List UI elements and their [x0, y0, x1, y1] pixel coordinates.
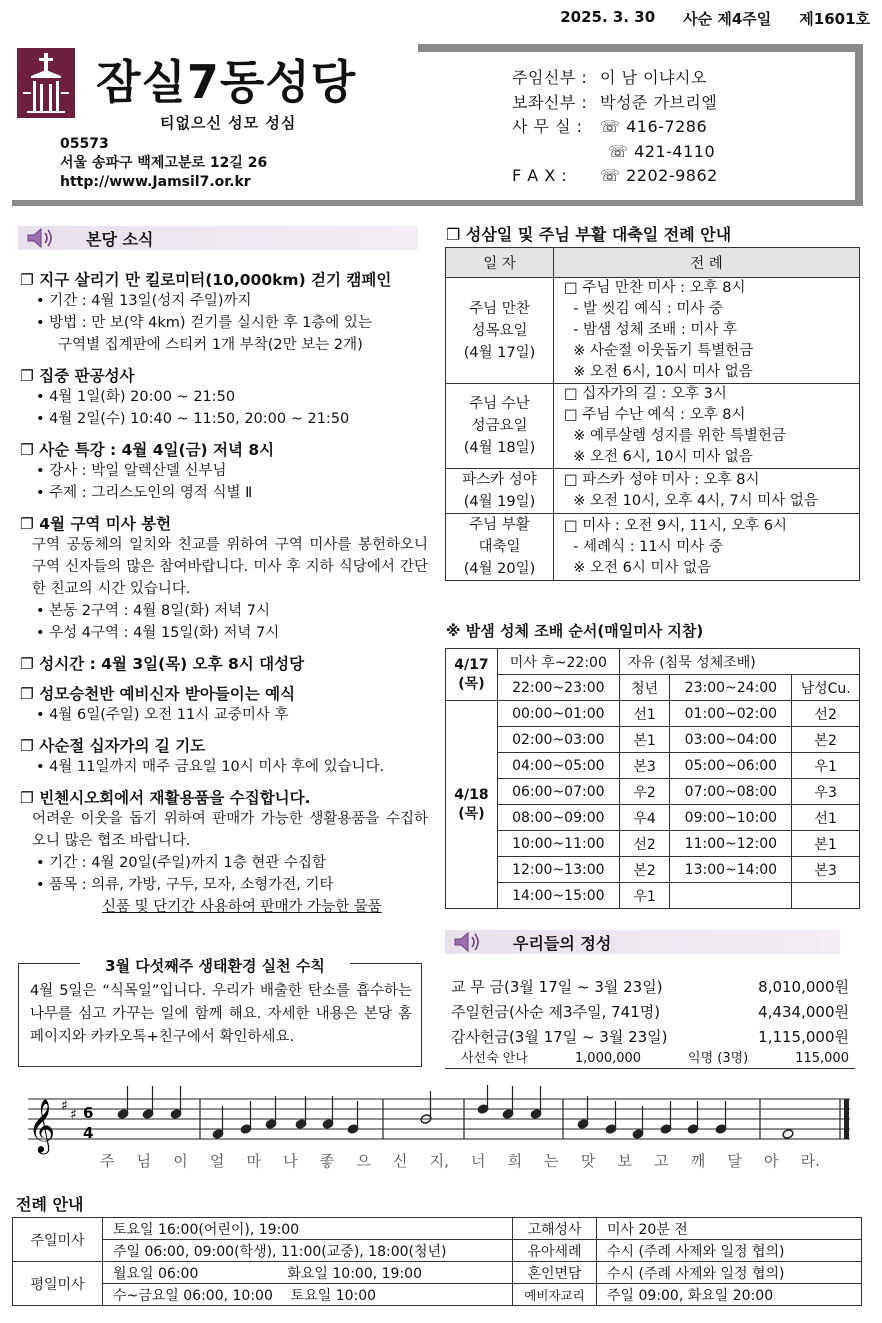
- liturgy-day-line: 성목요일: [471, 322, 528, 339]
- mass-value: 주일 09:00, 화요일 20:00: [597, 1284, 862, 1306]
- news-item-line: • 4월 1일(화) 20:00 ~ 21:50: [36, 389, 236, 405]
- adoration-time: 22:00~23:00: [497, 675, 619, 701]
- adoration-time: 06:00~07:00: [497, 779, 619, 805]
- adoration-time: 14:00~15:00: [497, 883, 619, 909]
- offering-label: 주일헌금(사순 제3주일, 741명): [451, 1003, 661, 1021]
- adoration-time: [670, 883, 792, 909]
- adoration-row: [446, 753, 860, 779]
- adoration-row: [446, 779, 860, 805]
- offering-section-header: [445, 930, 840, 954]
- offering-row: [445, 1000, 855, 1025]
- issue-week: 사순 제4주일: [683, 10, 772, 28]
- news-item-title-text: 4월 구역 미사 봉헌: [39, 515, 172, 533]
- liturgy-desc: [554, 278, 860, 384]
- liturgy-row: [446, 278, 860, 384]
- news-item-line: • 강사 : 박일 알렉산델 신부님: [36, 463, 227, 479]
- adoration-group: 선1: [792, 805, 860, 831]
- church-logo-icon: [17, 48, 75, 118]
- liturgy-desc: [554, 384, 860, 469]
- liturgy-desc-line: ※ 오전 6시, 10시 미사 없음: [564, 364, 753, 380]
- offering-label: 교 무 금(3월 17일 ~ 3월 23일): [451, 978, 663, 996]
- mass-row: [13, 1284, 862, 1306]
- mass-value: 수시 (주례 사제와 일정 협의): [597, 1262, 862, 1284]
- checkbox-icon: ❐: [446, 225, 466, 244]
- offering-extra-amount: 1,000,000: [574, 1051, 642, 1066]
- checkbox-icon: ❐: [20, 271, 40, 289]
- news-item-line: • 주제 : 그리스도인의 영적 식별 Ⅱ: [36, 485, 253, 501]
- news-item-title-text: 사순절 십자가의 길 기도: [39, 737, 206, 755]
- liturgy-desc-line: ※ 오전 10시, 오후 4시, 7시 미사 없음: [564, 493, 818, 509]
- news-section-header: [18, 226, 418, 250]
- mass-times: 월요일 06:00 화요일 10:00, 19:00: [103, 1262, 513, 1284]
- adoration-table: [445, 648, 860, 909]
- street-address: 서울 송파구 백제고분로 12길 26: [60, 155, 268, 171]
- adoration-group: 선1: [619, 701, 670, 727]
- liturgy-table: [445, 247, 860, 581]
- checkbox-icon: ❐: [20, 789, 40, 807]
- news-item-title: [20, 734, 428, 756]
- news-item-title: [20, 438, 428, 460]
- clergy-key: F A X :: [512, 166, 568, 185]
- news-item-title: [20, 786, 428, 808]
- adoration-day-line: (목): [458, 805, 485, 822]
- adoration-group: 우1: [792, 753, 860, 779]
- adoration-time: 01:00~02:00: [670, 701, 792, 727]
- mass-times: 주일 06:00, 09:00(학생), 11:00(교중), 18:00(청년): [103, 1240, 513, 1262]
- offering-extra-label2: 익명 (3명): [688, 1051, 749, 1066]
- mass-row: [13, 1218, 862, 1240]
- svg-text:♯: ♯: [70, 1107, 77, 1123]
- lyric-syllable: 아: [764, 1152, 779, 1170]
- liturgy-desc-line: □ 주님 수난 예식 : 오후 8시: [564, 407, 746, 423]
- clergy-key: [512, 140, 592, 165]
- liturgy-day-line: (4월 17일): [463, 344, 536, 361]
- lyric-syllable: 보: [617, 1152, 633, 1170]
- mass-times: 토요일 16:00(어린이), 19:00: [103, 1218, 513, 1240]
- liturgy-day: [446, 278, 554, 384]
- clergy-key: 주임신부 :: [512, 68, 588, 87]
- mass-title: 전례 안내: [16, 1195, 84, 1214]
- adoration-group: 본2: [619, 857, 670, 883]
- news-item-title: [20, 364, 428, 386]
- offering-list: [445, 975, 855, 1069]
- mass-times: 수~금요일 06:00, 10:00 토요일 10:00: [103, 1284, 513, 1306]
- clergy-row: [512, 66, 718, 91]
- liturgy-desc-line: □ 미사 : 오전 9시, 11시, 오후 6시: [564, 517, 788, 534]
- lyric-syllable: 고: [654, 1152, 669, 1170]
- adoration-group: 남성Cu.: [792, 675, 860, 701]
- mass-table: [12, 1217, 862, 1306]
- news-item-title: [20, 512, 428, 534]
- news-item-line: • 4월 2일(수) 10:40 ~ 11:50, 20:00 ~ 21:50: [36, 411, 350, 427]
- lyric-syllable: 지,: [429, 1152, 449, 1170]
- issue-number: 제1601호: [799, 10, 870, 28]
- adoration-group: [792, 883, 860, 909]
- adoration-group: 본1: [792, 831, 860, 857]
- adoration-group: 자유 (침묵 성체조배): [619, 649, 859, 675]
- clergy-info: [512, 66, 718, 189]
- clergy-value: 박성준 가브리엘: [600, 92, 718, 112]
- news-item-line: • 방법 : 만 보(약 4km) 걷기를 실시한 후 1층에 있는: [36, 315, 372, 331]
- lyric-syllable: 깨: [690, 1152, 706, 1170]
- offering-amount: 4,434,000원: [758, 1003, 849, 1021]
- news-item-line: • 4월 6일(주일) 오전 11시 교중미사 후: [36, 707, 289, 723]
- music-lyrics: [100, 1150, 820, 1171]
- offering-row: [445, 975, 855, 1000]
- music-note: [782, 1129, 794, 1140]
- liturgy-desc-line: ※ 오전 6시, 10시 미사 없음: [564, 449, 753, 465]
- clergy-key: 사 무 실 :: [512, 117, 583, 136]
- checkbox-icon: ❐: [20, 441, 40, 459]
- adoration-time: 12:00~13:00: [497, 857, 619, 883]
- adoration-row: [446, 649, 860, 675]
- adoration-time: 07:00~08:00: [670, 779, 792, 805]
- mass-value: 미사 20분 전: [597, 1218, 862, 1240]
- clergy-value: ☏ 2202-9862: [600, 166, 718, 185]
- mass-value: 수시 (주례 사제와 일정 협의): [597, 1240, 862, 1262]
- eco-title: 3월 다섯째주 생태환경 실천 수칙: [80, 955, 350, 976]
- eco-text: 4월 5일은 “식목일”입니다. 우리가 배출한 탄소를 흡수하는 나무를 심고 가꾸는 일에 함께 해요. 자세한 내용은 본당 홈페이지와 카카오톡+친구에서 확인하세요.: [30, 983, 412, 1045]
- liturgy-desc-line: □ 주님 만찬 미사 : 오후 8시: [564, 280, 746, 296]
- lyric-syllable: 신: [393, 1152, 408, 1170]
- liturgy-desc-line: - 밤샘 성체 조배 : 미사 후: [564, 322, 738, 338]
- adoration-group: 우4: [619, 805, 670, 831]
- clergy-row: [512, 91, 718, 116]
- lyric-syllable: 마: [246, 1152, 261, 1170]
- mass-row: [13, 1262, 862, 1284]
- liturgy-desc-line: ※ 사순절 이웃돕기 특별헌금: [564, 343, 754, 359]
- clergy-row: [512, 140, 718, 165]
- adoration-time: 05:00~06:00: [670, 753, 792, 779]
- mass-key: 혼인면담: [513, 1262, 597, 1284]
- liturgy-col-rite: 전 례: [554, 248, 860, 278]
- checkbox-icon: ❐: [20, 737, 40, 755]
- church-name: 잠실7동성당: [96, 55, 357, 109]
- clergy-value: 이 남 이냐시오: [600, 68, 707, 87]
- issue-date: 2025. 3. 30: [560, 8, 656, 26]
- lyric-syllable: 나: [283, 1152, 298, 1170]
- adoration-group: 청년: [619, 675, 670, 701]
- adoration-day-line: 4/17: [454, 656, 489, 673]
- mass-key: 유아세례: [513, 1240, 597, 1262]
- lyric-syllable: 주: [100, 1152, 115, 1170]
- lyric-syllable: 라.: [800, 1152, 820, 1170]
- news-item-title: [20, 682, 428, 704]
- church-address: [60, 135, 267, 192]
- adoration-group: 우1: [619, 883, 670, 909]
- liturgy-day-line: (4월 20일): [463, 561, 536, 577]
- checkbox-icon: ❐: [20, 685, 40, 703]
- lyric-syllable: 좋: [319, 1152, 335, 1170]
- adoration-group: 본1: [619, 727, 670, 753]
- news-item-title-text: 지구 살리기 만 킬로미터(10,000km) 걷기 캠페인: [39, 271, 392, 289]
- church-subtitle: 티없으신 성모 성심: [160, 114, 297, 132]
- news-item-line: • 기간 : 4월 20일(주일)까지 1층 현관 수집함: [36, 855, 327, 871]
- news-item-title-text: 집중 판공성사: [39, 367, 135, 385]
- lyric-syllable: 으: [356, 1152, 371, 1170]
- adoration-day-line: (목): [458, 675, 485, 692]
- news-item-title: [20, 652, 428, 674]
- website-link[interactable]: http://www.Jamsil7.or.kr: [60, 174, 251, 190]
- adoration-time: 13:00~14:00: [670, 857, 792, 883]
- lyric-syllable: 는: [544, 1152, 559, 1170]
- offering-extra-amount2: 115,000: [795, 1051, 849, 1066]
- adoration-day-line: 4/18: [454, 786, 489, 803]
- clergy-value: ☏ 421-4110: [608, 141, 716, 161]
- offering-row: [445, 1025, 855, 1050]
- liturgy-col-day: 일 자: [446, 248, 554, 278]
- adoration-group: 우2: [619, 779, 670, 805]
- adoration-time: 00:00~01:00: [497, 701, 619, 727]
- checkbox-icon: ❐: [20, 367, 40, 385]
- adoration-row: [446, 831, 860, 857]
- lyric-syllable: 맛: [580, 1152, 596, 1170]
- news-item-note: 신품 및 단기간 사용하여 판매가 가능한 물품: [102, 899, 382, 915]
- liturgy-desc-line: - 발 씻김 예식 : 미사 중: [564, 301, 724, 317]
- svg-text:♯: ♯: [61, 1098, 68, 1114]
- adoration-row: [446, 857, 860, 883]
- lyric-syllable: 님: [136, 1152, 152, 1170]
- liturgy-desc-line: □ 파스카 성야 미사 : 오후 8시: [564, 472, 760, 488]
- adoration-group: 본3: [792, 857, 860, 883]
- adoration-day: [446, 649, 498, 701]
- liturgy-day-line: 주님 부활: [469, 517, 530, 533]
- liturgy-day-line: 파스카 성야: [462, 472, 537, 488]
- liturgy-day-line: (4월 19일): [463, 494, 536, 510]
- offering-extra: [445, 1050, 855, 1069]
- mass-group: 주일미사: [13, 1218, 103, 1262]
- liturgy-desc-line: - 세례식 : 11시 미사 중: [564, 538, 723, 555]
- news-list: [20, 268, 428, 918]
- mass-key: 예비자교리: [513, 1284, 597, 1306]
- news-item-title-text: 성시간 : 4월 3일(목) 오후 8시 대성당: [39, 655, 305, 673]
- adoration-group: 본3: [619, 753, 670, 779]
- liturgy-day-line: (4월 18일): [463, 440, 536, 456]
- time-signature-bottom: 4: [83, 1124, 94, 1142]
- news-item-line: • 본동 2구역 : 4월 8일(화) 저녁 7시: [36, 603, 270, 619]
- adoration-time: 11:00~12:00: [670, 831, 792, 857]
- adoration-time: 09:00~10:00: [670, 805, 792, 831]
- news-section-title: 본당 소식: [86, 229, 154, 249]
- news-item-line: • 기간 : 4월 13일(성지 주일)까지: [36, 293, 252, 309]
- adoration-group: 본2: [792, 727, 860, 753]
- liturgy-day: [446, 469, 554, 514]
- lyric-syllable: 희: [507, 1152, 523, 1170]
- adoration-title: ※ 밤샘 성체 조배 순서(매일미사 지참): [446, 622, 704, 640]
- treble-clef-icon: 𝄞: [28, 1098, 56, 1152]
- adoration-group: 선2: [792, 701, 860, 727]
- clergy-key: 보좌신부 :: [512, 92, 588, 112]
- lyric-syllable: 너: [471, 1152, 486, 1170]
- news-item-line: • 품목 : 의류, 가방, 구두, 모자, 소형가전, 기타: [36, 877, 334, 893]
- news-item-line: 구역별 집계판에 스티커 1개 부착(2만 보는 2개): [58, 337, 363, 353]
- liturgy-desc: [554, 514, 860, 581]
- adoration-day: [446, 701, 498, 909]
- news-item-title: [20, 268, 428, 290]
- adoration-time: 04:00~05:00: [497, 753, 619, 779]
- adoration-row: [446, 675, 860, 701]
- speaker-icon: [453, 931, 483, 953]
- liturgy-row: [446, 384, 860, 469]
- news-item-line: • 4월 11일까지 매주 금요일 10시 미사 후에 있습니다.: [36, 759, 385, 775]
- lyric-syllable: 달: [727, 1152, 742, 1170]
- liturgy-day: [446, 514, 554, 581]
- mass-key: 고해성사: [513, 1218, 597, 1240]
- adoration-time: 미사 후~22:00: [497, 649, 619, 675]
- adoration-group: 선2: [619, 831, 670, 857]
- adoration-row: [446, 727, 860, 753]
- adoration-row: [446, 701, 860, 727]
- lyric-syllable: 이: [173, 1152, 188, 1170]
- liturgy-desc-line: ※ 예루살렘 성지를 위한 특별헌금: [564, 428, 786, 444]
- news-item-title-text: 빈첸시오회에서 재활용품을 수집합니다.: [39, 789, 311, 807]
- liturgy-day-line: 대축일: [478, 539, 521, 555]
- liturgy-day-line: 주님 만찬: [469, 300, 530, 317]
- offering-amount: 8,010,000원: [758, 978, 849, 996]
- clergy-row: [512, 115, 718, 140]
- postal-code: 05573: [60, 136, 109, 152]
- time-signature-top: 6: [83, 1104, 94, 1122]
- checkbox-icon: ❐: [20, 515, 40, 533]
- liturgy-desc: [554, 469, 860, 514]
- liturgy-row: [446, 469, 860, 514]
- news-item-line: • 우성 4구역 : 4월 15일(화) 저녁 7시: [36, 625, 280, 641]
- adoration-time: 03:00~04:00: [670, 727, 792, 753]
- offering-label: 감사헌금(3월 17일 ~ 3월 23일): [451, 1028, 668, 1046]
- offering-section-title: 우리들의 정성: [513, 933, 612, 953]
- lyric-syllable: 얼: [209, 1152, 225, 1170]
- adoration-row: [446, 805, 860, 831]
- mass-group: 평일미사: [13, 1262, 103, 1306]
- news-item-title-text: 사순 특강 : 4월 4일(금) 저녁 8시: [39, 441, 275, 459]
- adoration-time: 08:00~09:00: [497, 805, 619, 831]
- liturgy-row: [446, 514, 860, 581]
- adoration-group: 우3: [792, 779, 860, 805]
- clergy-row: [512, 164, 718, 189]
- news-item-title-text: 성모승천반 예비신자 받아들이는 예식: [39, 685, 296, 703]
- issue-info: [430, 8, 870, 29]
- adoration-time: 02:00~03:00: [497, 727, 619, 753]
- liturgy-day: [446, 384, 554, 469]
- adoration-row: [446, 883, 860, 909]
- checkbox-icon: ❐: [20, 655, 40, 673]
- adoration-time: 23:00~24:00: [670, 675, 792, 701]
- offering-extra-label: 사선숙 안나: [461, 1051, 528, 1066]
- liturgy-day-line: 성금요일: [471, 418, 528, 434]
- liturgy-desc-line: ※ 오전 6시 미사 없음: [564, 559, 712, 576]
- news-item-paragraph: 어려운 이웃을 돕기 위하여 판매가 가능한 생활용품을 수집하오니 많은 협조 바랍니다.: [32, 811, 428, 849]
- liturgy-title: ❐ 성삼일 및 주님 부활 대축일 전례 안내: [446, 225, 732, 244]
- news-item-paragraph: 구역 공동체의 일치와 친교를 위하여 구역 미사를 봉헌하오니 구역 신자들의 많은 참여바랍니다. 미사 후 지하 식당에서 간단한 친교의 시간 있습니다.: [32, 537, 428, 597]
- clergy-value: ☏ 416-7286: [600, 117, 708, 136]
- liturgy-day-line: 주님 수난: [469, 396, 530, 412]
- mass-row: [13, 1240, 862, 1262]
- speaker-icon: [26, 227, 56, 249]
- adoration-time: 10:00~11:00: [497, 831, 619, 857]
- liturgy-desc-line: □ 십자가의 길 : 오후 3시: [564, 386, 727, 402]
- offering-amount: 1,115,000원: [758, 1028, 849, 1046]
